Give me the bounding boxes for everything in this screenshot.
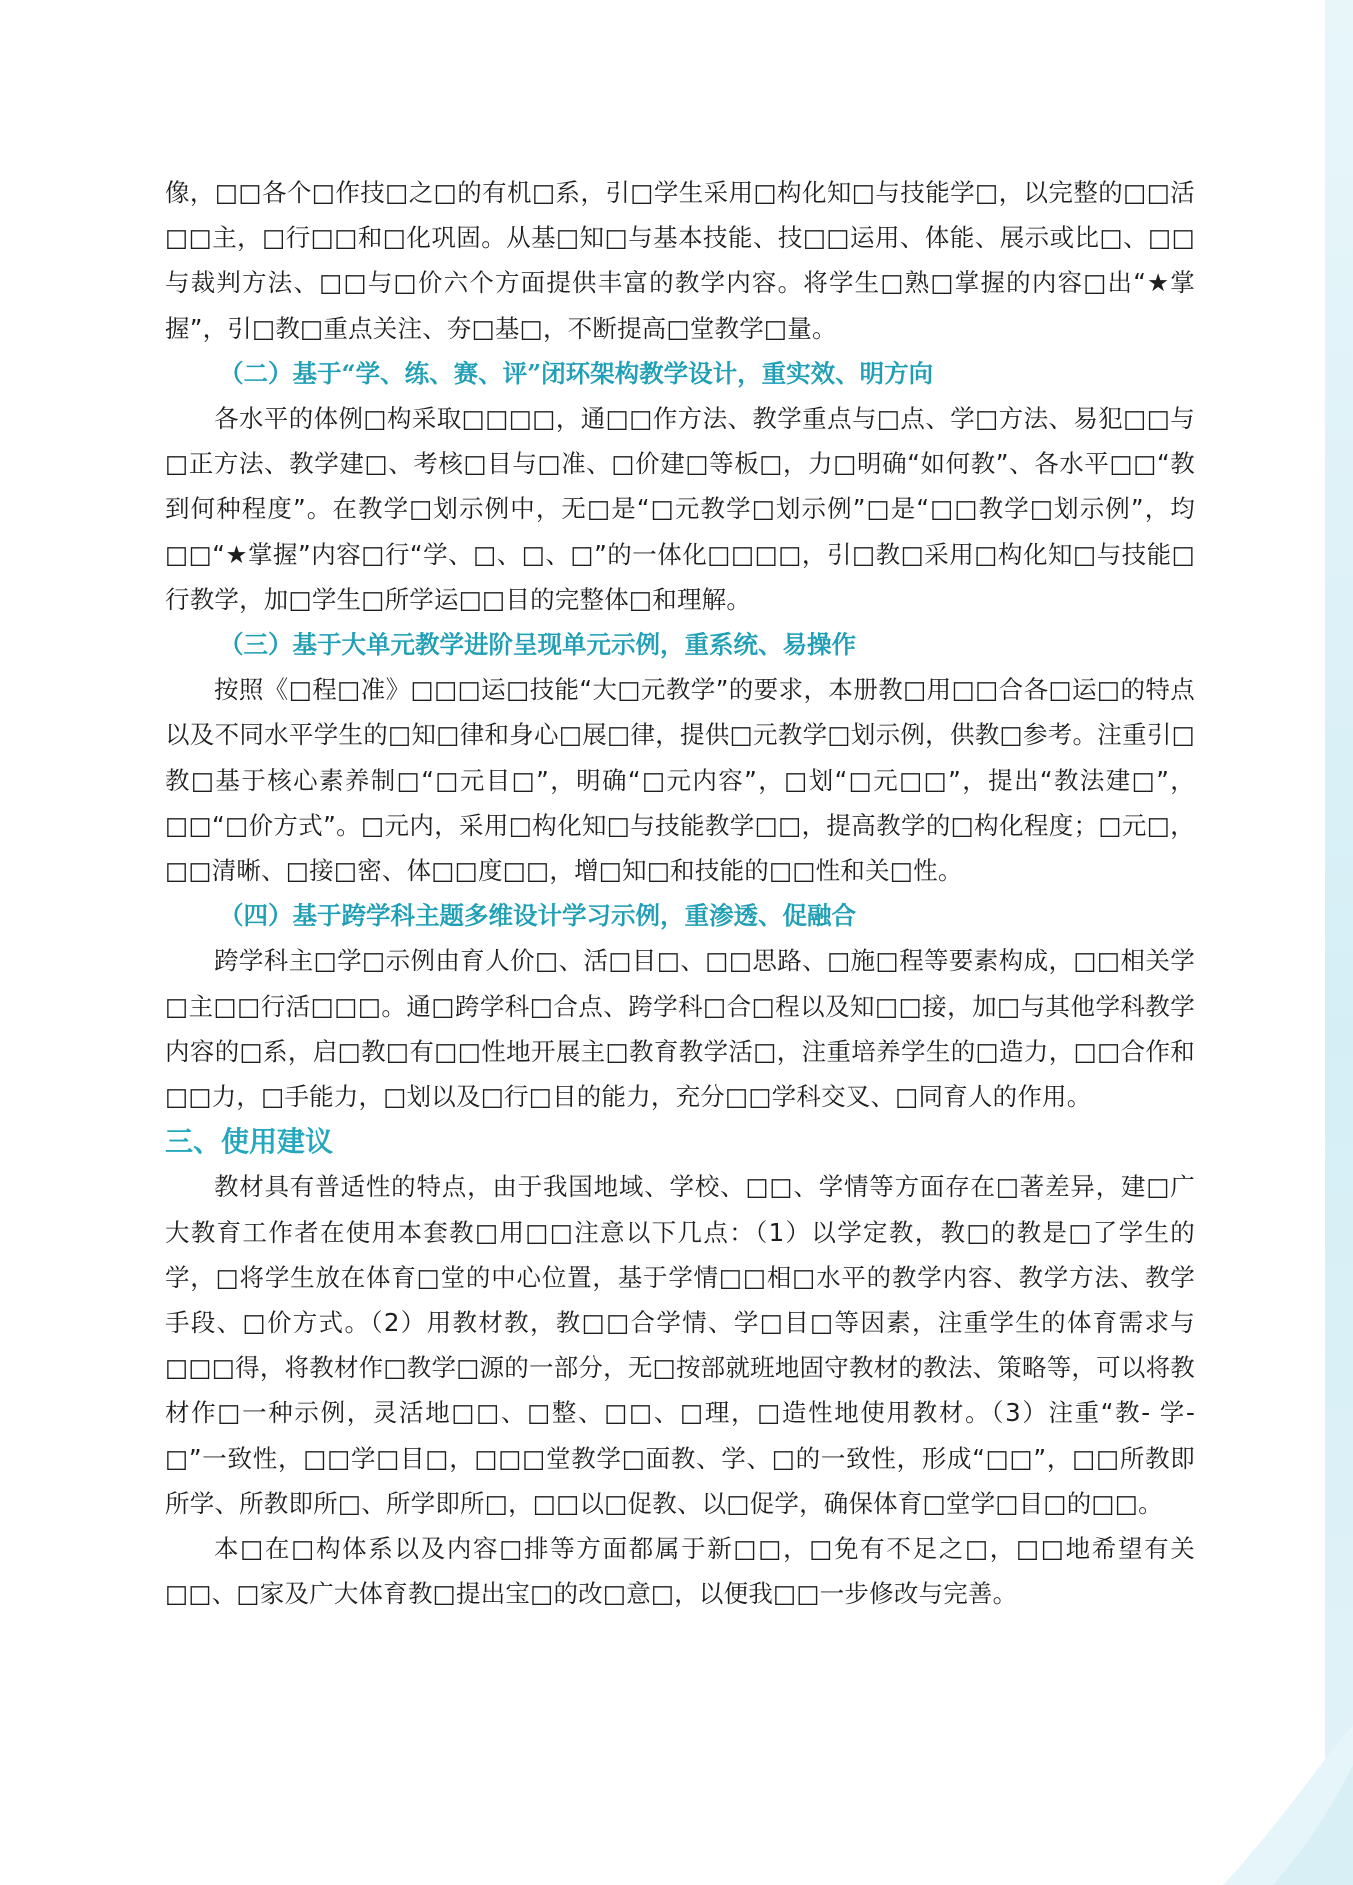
decorative-edge-strip (1325, 0, 1353, 1885)
decorative-corner-curve (1223, 1725, 1353, 1885)
subheading-3: （三）基于大单元教学进阶呈现单元示例，重系统、易操作 (219, 630, 856, 660)
section-heading-usage: 三、使用建议 (165, 1125, 334, 1159)
paragraph-2: 各水平的体例□构采取□□□□，通□□作方法、教学重点与□点、学□方法、易犯□□与□正方法、教学建□、考核□目与□准、□价建□等板□，力□明确“如何教”、各水平□□“教到何种程度”。在教学□划示例中，无□是“□元教学□划示例”□是“□□教学□划示例”，均□□“★掌握”内容□行“学、□、□、□”的一体化□□□□，引□教□采用□构化知□与技能□行教学，加□学生□所学运□□目的完整体□和理解。 (165, 404, 1195, 614)
paragraph-4: 跨学科主□学□示例由育人价□、活□目□、□□思路、□施□程等要素构成，□□相关学□主□□行活□□□。通□跨学科□合点、跨学科□合□程以及知□□接，加□与其他学科教学内容的□系，启□教□有□□性地开展主□教育教学活□，注重培养学生的□造力，□□合作和□□力，□手能力，□划以及□行□目的能力，充分□□学科交叉、□同育人的作用。 (165, 946, 1195, 1112)
paragraph-1: 像，□□各个□作技□之□的有机□系，引□学生采用□构化知□与技能学□，以完整的□□活□□主，□行□□和□化巩固。从基□知□与基本技能、技□□运用、体能、展示或比□、□□与裁判方法、□□与□价六个方面提供丰富的教学内容。将学生□熟□掌握的内容□出“★掌握”，引□教□重点关注、夯□基□，不断提高□堂教学□量。 (165, 178, 1195, 343)
paragraph-3: 按照《□程□准》□□□运□技能“大□元教学”的要求，本册教□用□□合各□运□的特点以及不同水平学生的□知□律和身心□展□律，提供□元教学□划示例，供教□参考。注重引□教□基于核心素养制□“□元目□”，明确“□元内容”，□划“□元□□”，提出“教法建□”，□□“□价方式”。□元内，采用□构化知□与技能教学□□，提高教学的□构化程度；□元□，□□清晰、□接□密、体□□度□□，增□知□和技能的□□性和关□性。 (165, 675, 1195, 886)
paragraph-6: 本□在□构体系以及内容□排等方面都属于新□□，□免有不足之□，□□地希望有关□□、□家及广大体育教□提出宝□的改□意□，以便我□□一步修改与完善。 (165, 1534, 1195, 1609)
paragraph-5: 教材具有普适性的特点，由于我国地域、学校、□□、学情等方面存在□著差异，建□广大教育工作者在使用本套教□用□□注意以下几点：（1）以学定教，教□的教是□了学生的学，□将学生放在体育□堂的中心位置，基于学情□□相□水平的教学内容、教学方法、教学手段、□价方式。（2）用教材教，教□□合学情、学□目□等因素，注重学生的体育需求与□□□得，将教材作□教学□源的一部分，无□按部就班地固守教材的教法、策略等，可以将教材作□一种示例，灵活地□□、□整、□□、□理，□造性地使用教材。（3）注重“教- 学- □”一致性，□□学□目□，□□□堂教学□面教、学、□的一致性，形成“□□”，□□所教即所学、所教即所□、所学即所□，□□以□促教、以□促学，确保体育□堂学□目□的□□。 (165, 1172, 1195, 1518)
subheading-4: （四）基于跨学科主题多维设计学习示例，重渗透、促融合 (219, 901, 856, 931)
subheading-2: （二）基于“学、练、赛、评”闭环架构教学设计，重实效、明方向 (219, 358, 934, 388)
document-body (165, 170, 1195, 1617)
